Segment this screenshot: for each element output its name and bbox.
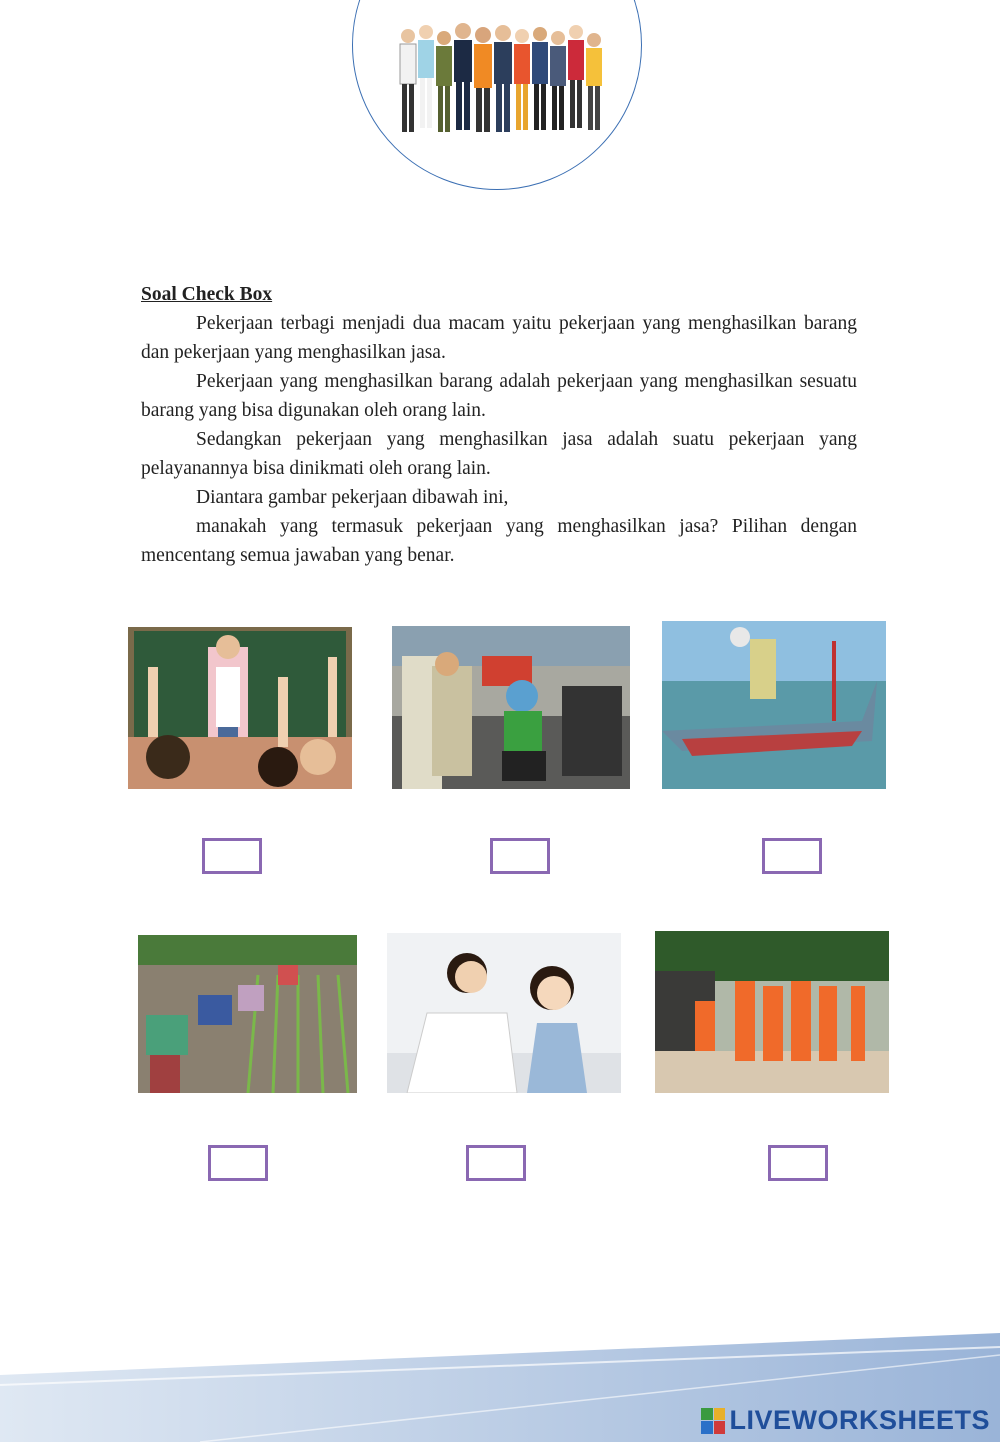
liveworksheets-brand [701, 1405, 990, 1436]
paragraph-3: Sedangkan pekerjaan yang menghasilkan jasa adalah suatu pekerjaan yang pelayanannya bisa dinikmati oleh orang lain. [141, 429, 857, 479]
paragraph-5: manakah yang termasuk pekerjaan yang menghasilkan jasa? Pilihan dengan mencentang semua jawaban yang benar. [141, 516, 857, 566]
checkbox-traffic-police[interactable] [490, 838, 550, 874]
street-sweepers-photo [655, 931, 889, 1093]
checkbox-fisherman[interactable] [762, 838, 822, 874]
checkbox-rice-farmers[interactable] [208, 1145, 268, 1181]
brand-name: LIVEWORKSHEETS [729, 1405, 990, 1435]
liveworksheets-logo-icon [701, 1408, 725, 1434]
paragraph-4: Diantara gambar pekerjaan dibawah ini, [196, 487, 509, 508]
checkbox-doctor[interactable] [466, 1145, 526, 1181]
paragraph-2: Pekerjaan yang menghasilkan barang adalah pekerjaan yang menghasilkan sesuatu barang yang bisa digunakan oleh orang lain. [141, 371, 857, 421]
paragraph-1: Pekerjaan terbagi menjadi dua macam yaitu pekerjaan yang menghasilkan barang dan pekerjaan yang menghasilkan jasa. [141, 313, 857, 363]
checkbox-street-sweepers[interactable] [768, 1145, 828, 1181]
rice-farmers-photo [138, 935, 357, 1093]
workers-group-illustration [392, 18, 612, 158]
fisherman-boat-photo [662, 621, 886, 789]
section-title: Soal Check Box [141, 284, 273, 305]
teacher-classroom-photo [128, 627, 352, 789]
question-text-block [141, 280, 857, 570]
traffic-police-photo [392, 626, 630, 789]
checkbox-teacher[interactable] [202, 838, 262, 874]
doctor-child-photo [387, 933, 621, 1093]
